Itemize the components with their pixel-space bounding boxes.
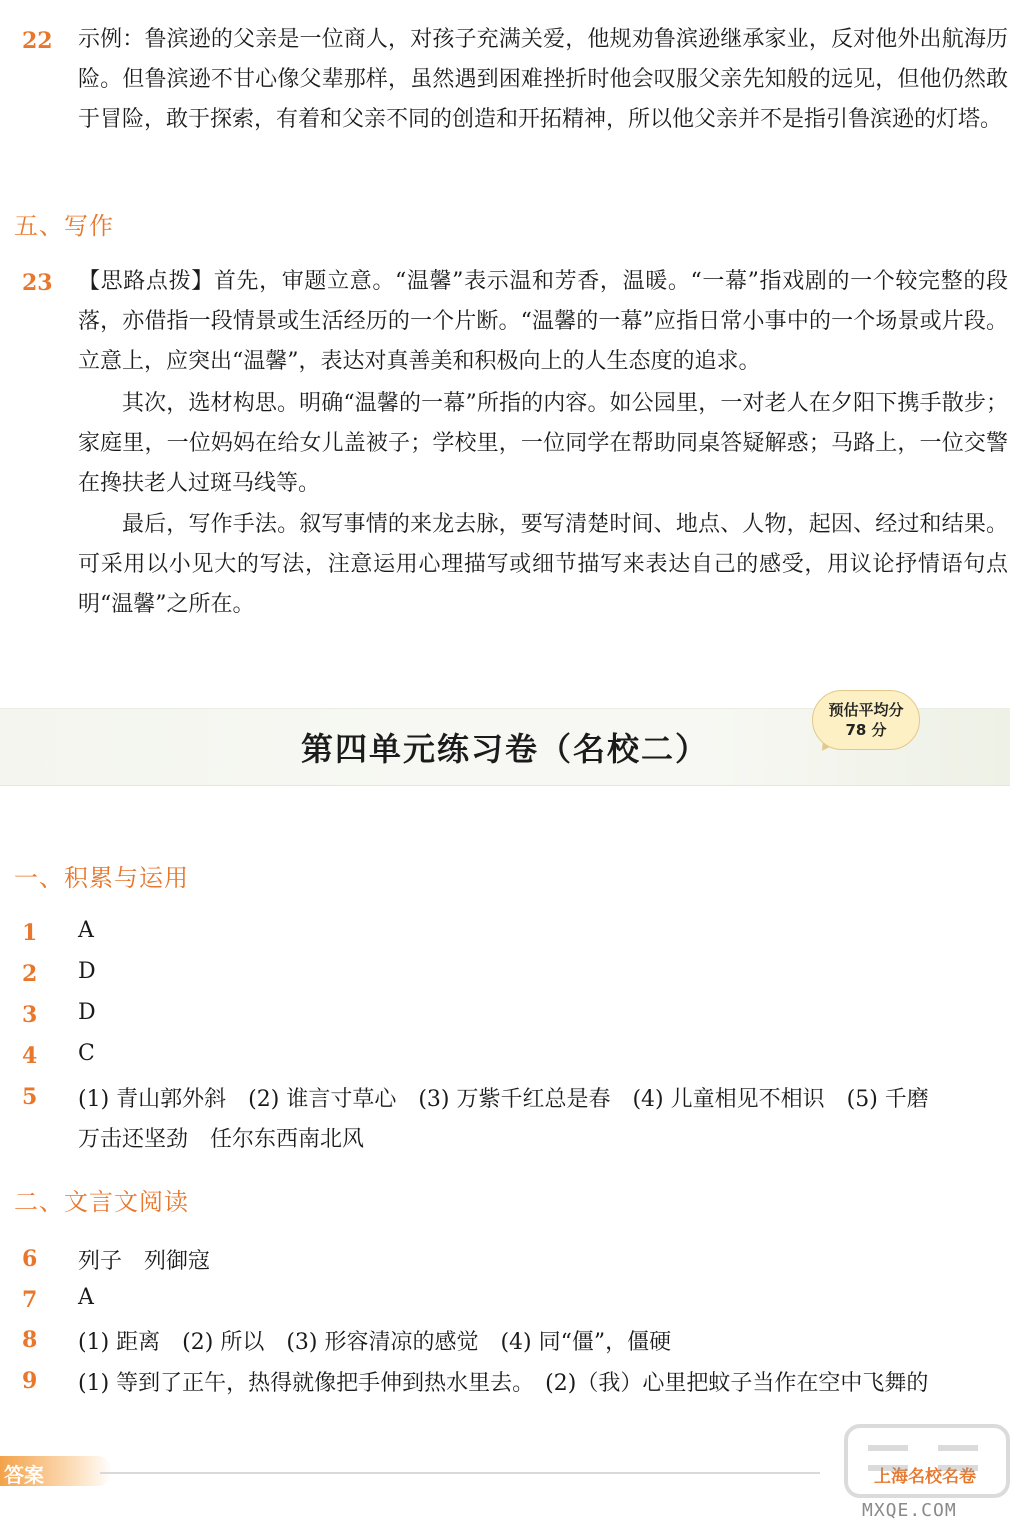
section-title-writing: 五、写作 <box>14 212 114 240</box>
question-number-7: 7 <box>22 1287 38 1313</box>
watermark-text: MXQE.COM <box>862 1500 957 1521</box>
footer-book-title: 上海名校名卷 <box>874 1467 976 1487</box>
section-title-classical-reading: 二、文言文阅读 <box>14 1188 189 1216</box>
answer-8: (1) 距离 (2) 所以 (3) 形容清凉的感觉 (4) 同“僵”，僵硬 <box>78 1330 672 1355</box>
badge-label: 预估平均分 <box>828 701 904 719</box>
answer-7: A <box>78 1285 94 1310</box>
average-score-badge <box>812 690 920 750</box>
answer-5-line-1: (1) 青山郭外斜 (2) 谁言寸草心 (3) 万紫千红总是春 (4) 儿童相见不相识 (5) 千磨 <box>78 1087 929 1112</box>
question-number-22: 22 <box>22 28 53 54</box>
answer-4: C <box>78 1041 95 1066</box>
answer-5-line-2: 万击还坚劲 任尔东西南北风 <box>78 1127 365 1152</box>
answer-1: A <box>78 918 94 943</box>
question-number-8: 8 <box>22 1327 38 1353</box>
question-number-3: 3 <box>22 1002 38 1028</box>
footer-divider <box>100 1472 820 1474</box>
question-number-4: 4 <box>22 1043 38 1069</box>
question-number-2: 2 <box>22 961 38 987</box>
question-number-6: 6 <box>22 1246 38 1272</box>
answer-3: D <box>78 1000 96 1025</box>
answer-6: 列子 列御寇 <box>78 1249 211 1274</box>
question-number-1: 1 <box>22 920 38 946</box>
badge-score: 78 分 <box>845 721 887 739</box>
footer-answer-label: 答案 <box>4 1463 44 1487</box>
question-number-23: 23 <box>22 270 53 296</box>
answer-22-text: 示例：鲁滨逊的父亲是一位商人，对孩子充满关爱，他规劝鲁滨逊继承家业，反对他外出航海历险。但鲁滨逊不甘心像父辈那样，虽然遇到困难挫折时他会叹服父亲先知般的远见，但他仍然敢于冒险，敢于探索，有着和父亲不同的创造和开拓精神，所以他父亲并不是指引鲁滨逊的灯塔。 <box>78 27 1008 132</box>
question-number-9: 9 <box>22 1368 38 1394</box>
answer-23-paragraph-2: 其次，选材构思。明确“温馨的一幕”所指的内容。如公园里，一对老人在夕阳下携手散步；家庭里，一位妈妈在给女儿盖被子；学校里，一位同学在帮助同桌答疑解惑；马路上，一位交警在搀扶老人过斑马线等。 <box>78 391 1008 496</box>
unit-title: 第四单元练习卷（名校二） <box>300 730 709 768</box>
answer-23-paragraph-1: 【思路点拨】首先，审题立意。“温馨”表示温和芳香，温暖。“一幕”指戏剧的一个较完整的段落，亦借指一段情景或生活经历的一个片断。“温馨的一幕”应指日常小事中的一个场景或片段。立意上，应突出“温馨”，表达对真善美和积极向上的人生态度的追求。 <box>78 269 1008 374</box>
section-title-accumulation: 一、积累与运用 <box>14 864 189 892</box>
answer-2: D <box>78 959 96 984</box>
question-number-5: 5 <box>22 1084 38 1110</box>
answer-9: (1) 等到了正午，热得就像把手伸到热水里去。 (2)（我）心里把蚊子当作在空中飞舞的 <box>78 1371 929 1396</box>
answer-23-paragraph-3: 最后，写作手法。叙写事情的来龙去脉，要写清楚时间、地点、人物，起因、经过和结果。可采用以小见大的写法，注意运用心理描写或细节描写来表达自己的感受，用议论抒情语句点明“温馨”之所在。 <box>78 512 1008 617</box>
